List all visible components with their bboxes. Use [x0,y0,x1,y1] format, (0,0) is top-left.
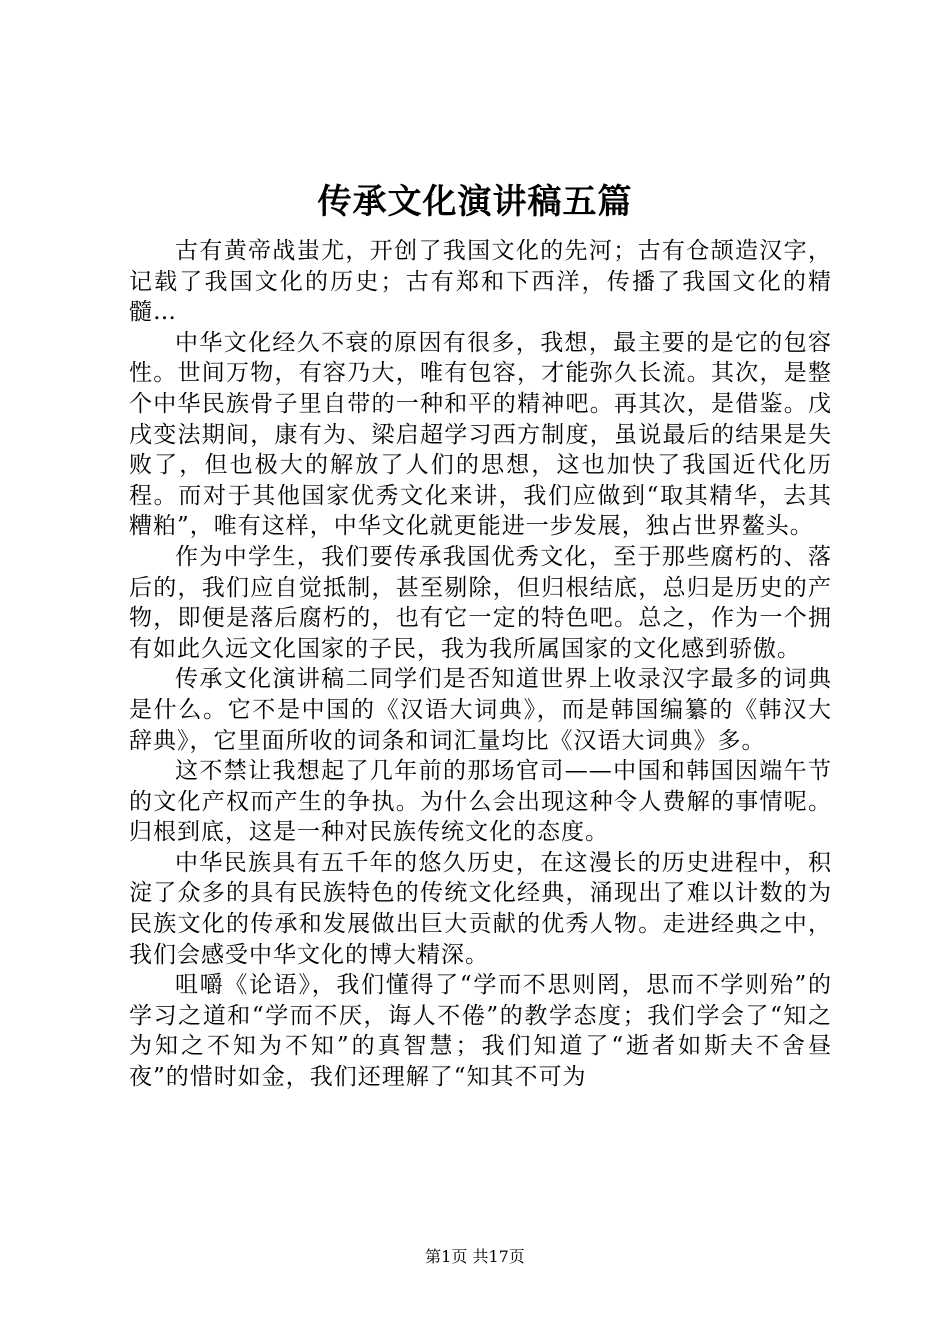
paragraph: 中华文化经久不衰的原因有很多，我想，最主要的是它的包容性。世间万物，有容乃大，唯有包容，才能弥久长流。其次，是整个中华民族骨子里自带的一种和平的精神吧。再其次，是借鉴。戊戌变法期间，康有为、梁启超学习西方制度，虽说最后的结果是失败了，但也极大的解放了人们的思想，这也加快了我国近代化历程。而对于其他国家优秀文化来讲，我们应做到“取其精华，去其糟粕”，唯有这样，中华文化就更能进一步发展，独占世界鳌头。 [129,329,832,540]
paragraph: 这不禁让我想起了几年前的那场官司——中国和韩国因端午节的文化产权而产生的争执。为什么会出现这种令人费解的事情呢。归根到底，这是一种对民族传统文化的态度。 [129,758,832,846]
paragraph: 作为中学生，我们要传承我国优秀文化，至于那些腐朽的、落后的，我们应自觉抵制，甚至剔除，但归根结底，总归是历史的产物，即便是落后腐朽的，也有它一定的特色吧。总之，作为一个拥有如此久远文化国家的子民，我为我所属国家的文化感到骄傲。 [129,543,832,662]
paragraph: 传承文化演讲稿二同学们是否知道世界上收录汉字最多的词典是什么。它不是中国的《汉语大词典》，而是韩国编纂的《韩汉大辞典》，它里面所收的词条和词汇量均比《汉语大词典》多。 [129,666,832,754]
document-body [129,236,832,1093]
paragraph: 咀嚼《论语》，我们懂得了“学而不思则罔，思而不学则殆”的学习之道和“学而不厌，诲人不倦”的教学态度；我们学会了“知之为知之不知为不知”的真智慧；我们知道了“逝者如斯夫不舍昼夜”的惜时如金，我们还理解了“知其不可为 [129,972,832,1091]
page-footer: 第1页 共17页 [425,1247,525,1266]
paragraph: 古有黄帝战蚩尤，开创了我国文化的先河；古有仓颉造汉字，记载了我国文化的历史；古有郑和下西洋，传播了我国文化的精髓… [129,238,832,326]
document-title: 传承文化演讲稿五篇 [317,182,633,222]
paragraph: 中华民族具有五千年的悠久历史，在这漫长的历史进程中，积淀了众多的具有民族特色的传统文化经典，涌现出了难以计数的为民族文化的传承和发展做出巨大贡献的优秀人物。走进经典之中，我们会感受中华文化的博大精深。 [129,849,832,968]
